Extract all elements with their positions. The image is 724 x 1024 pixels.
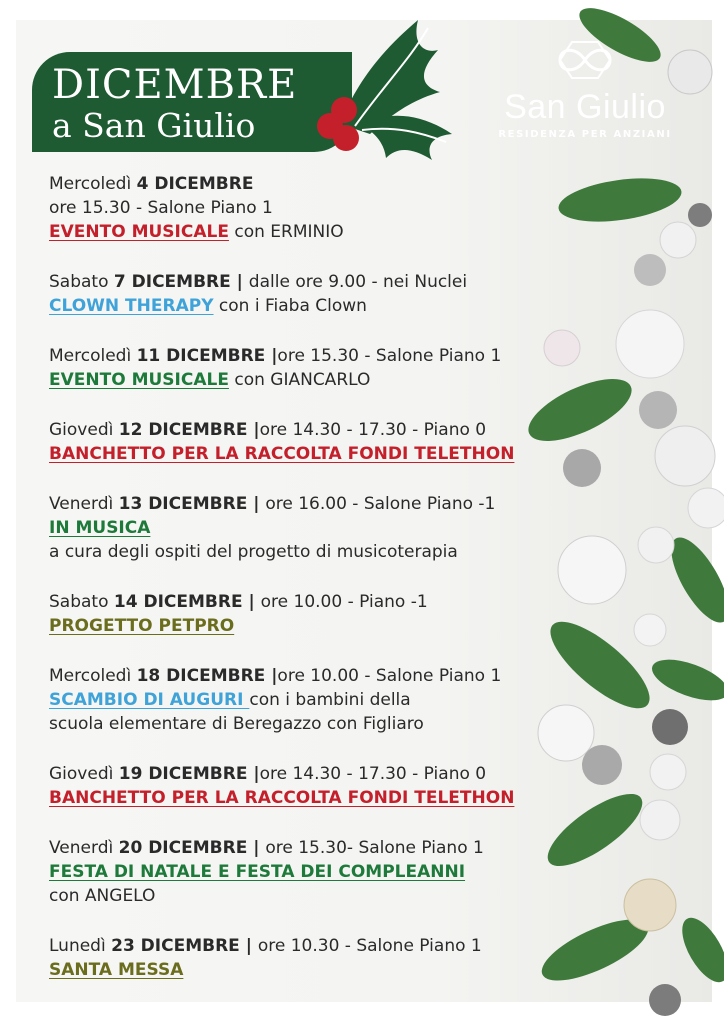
event-time: ore 15.30- Salone Piano 1	[265, 838, 484, 858]
event-day: Venerdì	[49, 838, 119, 858]
event-date: 11 DICEMBRE	[136, 346, 266, 366]
event-extra: con ERMINIO	[228, 222, 344, 242]
event-item	[49, 172, 529, 244]
event-item	[49, 934, 529, 982]
event-separator: |	[230, 272, 249, 292]
event-extra: con i bambini della	[249, 690, 411, 710]
event-item	[49, 344, 529, 392]
event-date: 7 DICEMBRE	[113, 272, 231, 292]
event-date: 20 DICEMBRE	[118, 838, 248, 858]
event-day: Lunedì	[49, 936, 112, 956]
event-day: Sabato	[49, 272, 114, 292]
event-time: ore 15.30 - Salone Piano 1	[277, 346, 502, 366]
event-title: FESTA DI NATALE E FESTA DEI COMPLEANNI	[49, 862, 466, 882]
event-date: 4 DICEMBRE	[136, 174, 254, 194]
event-item	[49, 270, 529, 318]
event-title: BANCHETTO PER LA RACCOLTA FONDI TELETHON	[49, 444, 515, 464]
event-separator: |	[265, 346, 278, 366]
event-item	[49, 664, 529, 736]
event-description: scuola elementare di Beregazzo con Figliaro	[49, 714, 424, 734]
event-item	[49, 418, 529, 466]
event-title: SANTA MESSA	[49, 960, 184, 980]
event-separator: |	[247, 420, 260, 440]
event-time: ore 10.00 - Salone Piano 1	[277, 666, 502, 686]
event-time: ore 14.30 - 17.30 - Piano 0	[259, 764, 487, 784]
event-title: BANCHETTO PER LA RACCOLTA FONDI TELETHON	[49, 788, 515, 808]
event-description: a cura degli ospiti del progetto di musicoterapia	[49, 542, 458, 562]
event-time: ore 10.30 - Salone Piano 1	[257, 936, 482, 956]
logo-subtitle: RESIDENZA PER ANZIANI	[498, 129, 672, 140]
event-separator: |	[247, 764, 260, 784]
holly-icon	[300, 14, 470, 164]
event-date: 12 DICEMBRE	[118, 420, 248, 440]
event-date: 14 DICEMBRE	[113, 592, 243, 612]
event-item	[49, 590, 529, 638]
title-place: a San Giulio	[52, 106, 256, 145]
event-date: 23 DICEMBRE	[111, 936, 240, 956]
event-separator: |	[247, 838, 266, 858]
event-separator: |	[242, 592, 261, 612]
event-item	[49, 762, 529, 810]
event-day: Venerdì	[49, 494, 119, 514]
event-title: EVENTO MUSICALE	[49, 222, 229, 242]
logo	[490, 38, 680, 140]
title-month: DICEMBRE	[52, 62, 298, 108]
event-description: con ANGELO	[49, 886, 156, 906]
event-title: CLOWN THERAPY	[49, 296, 214, 316]
logo-mark-icon	[554, 38, 616, 82]
event-time: ore 15.30 - Salone Piano 1	[49, 198, 273, 218]
event-day: Sabato	[49, 592, 114, 612]
event-item	[49, 836, 529, 908]
event-separator: |	[265, 666, 278, 686]
logo-name: San Giulio	[504, 88, 666, 126]
event-item	[49, 492, 529, 564]
event-time: ore 10.00 - Piano -1	[260, 592, 428, 612]
event-title: IN MUSICA	[49, 518, 151, 538]
event-list	[49, 172, 529, 982]
event-title: EVENTO MUSICALE	[49, 370, 229, 390]
event-day: Mercoledì	[49, 174, 137, 194]
event-day: Giovedì	[49, 764, 119, 784]
event-title: PROGETTO PETPRO	[49, 616, 235, 636]
event-day: Mercoledì	[49, 666, 137, 686]
event-extra: con i Fiaba Clown	[213, 296, 367, 316]
christmas-ornaments-decoration	[500, 0, 724, 1024]
event-date: 18 DICEMBRE	[136, 666, 266, 686]
event-date: 13 DICEMBRE	[118, 494, 248, 514]
event-time: dalle ore 9.00 - nei Nuclei	[248, 272, 468, 292]
event-title: SCAMBIO DI AUGURI	[49, 690, 250, 710]
event-day: Giovedì	[49, 420, 119, 440]
event-time: ore 16.00 - Salone Piano -1	[265, 494, 496, 514]
event-extra: con GIANCARLO	[228, 370, 371, 390]
event-day: Mercoledì	[49, 346, 137, 366]
event-date: 19 DICEMBRE	[118, 764, 248, 784]
event-separator: |	[247, 494, 266, 514]
event-separator: |	[239, 936, 258, 956]
event-time: ore 14.30 - 17.30 - Piano 0	[259, 420, 487, 440]
